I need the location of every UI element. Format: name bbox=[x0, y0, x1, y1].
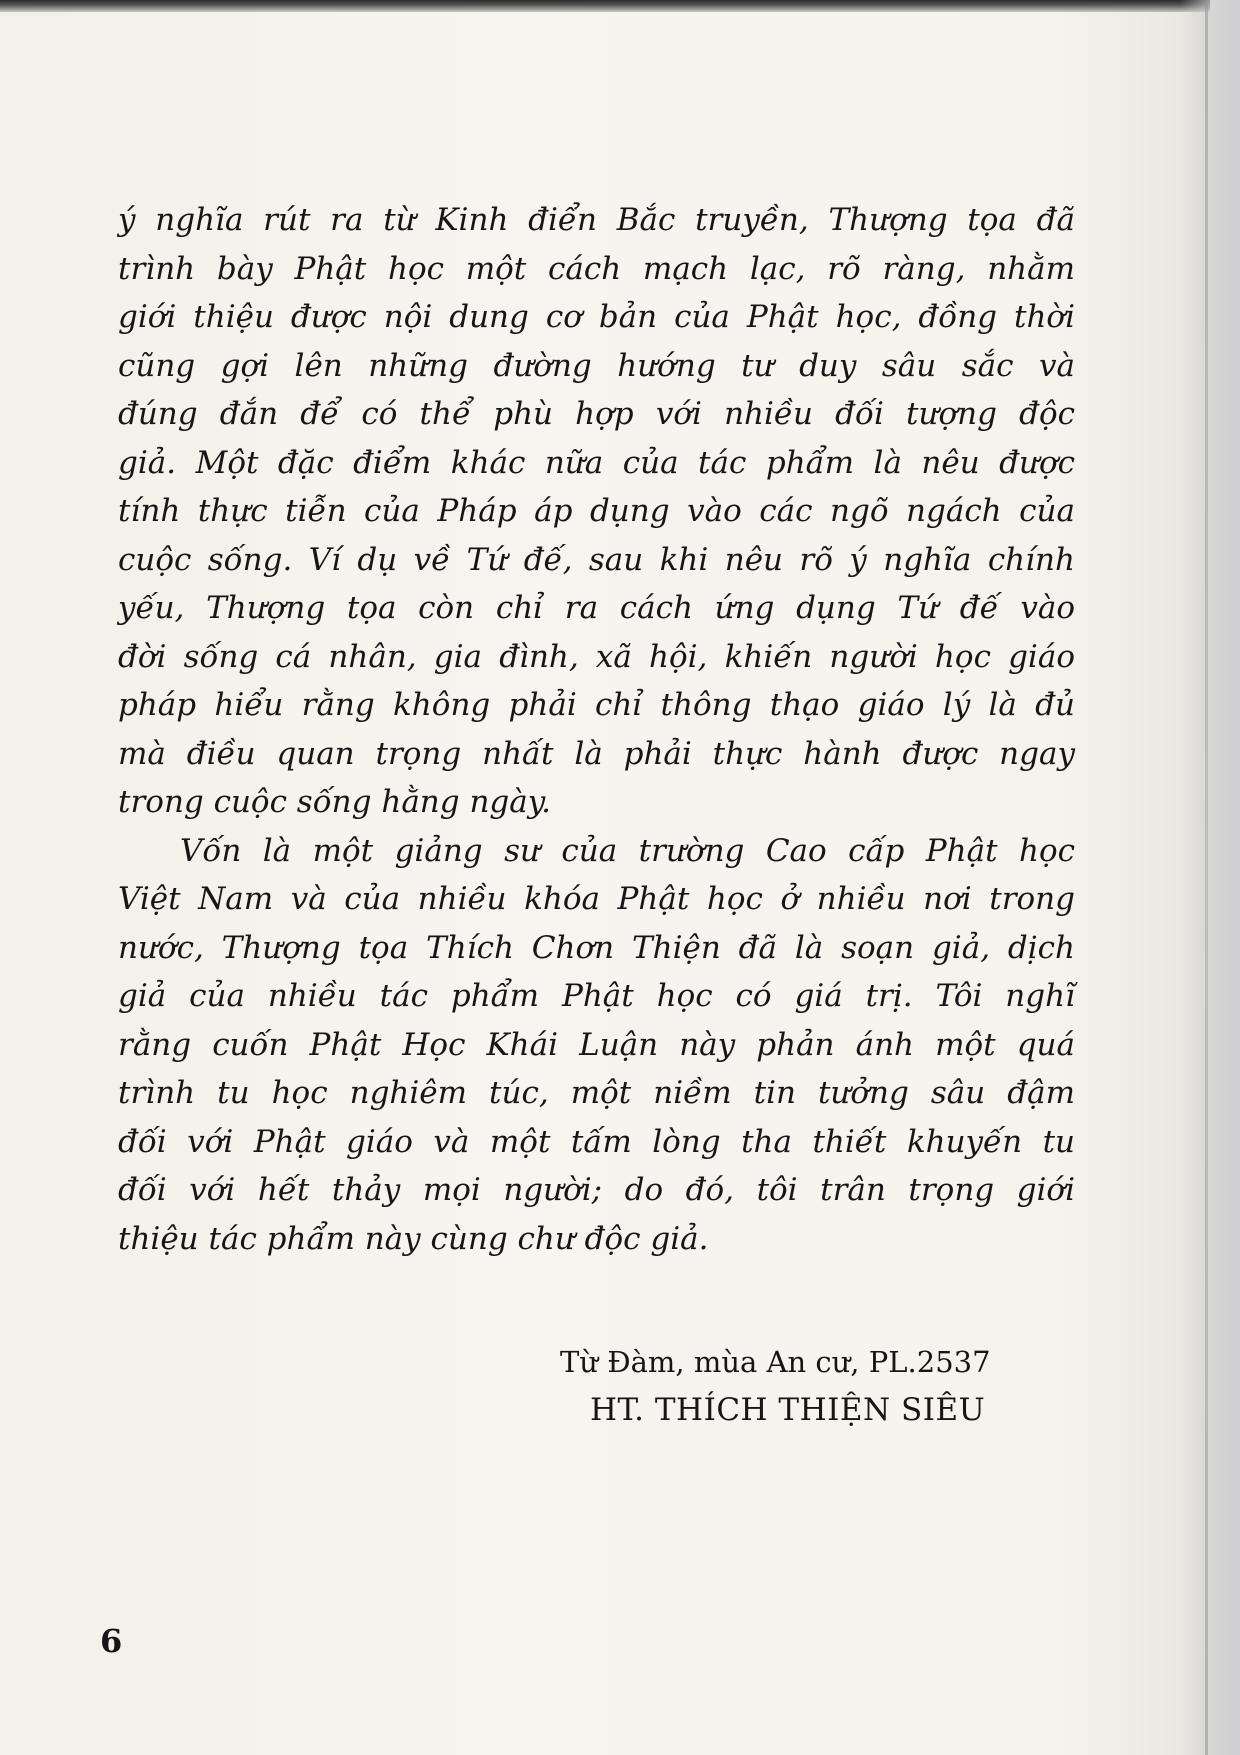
text-line: đối với Phật giáo và một tấm lòng tha thiết khuyến tu bbox=[118, 1123, 1075, 1160]
signature-author-name: HT. THÍCH THIỆN SIÊU bbox=[590, 1392, 986, 1428]
text-line: tính thực tiễn của Pháp áp dụng vào các ngõ ngách của bbox=[118, 493, 1075, 529]
text-line: giả. Một đặc điểm khác nữa của tác phẩm là nêu được bbox=[118, 444, 1075, 481]
text-line: thiệu tác phẩm này cùng chư độc giả. bbox=[118, 1220, 709, 1257]
text-line: trình bày Phật học một cách mạch lạc, rõ ràng, nhằm bbox=[118, 250, 1075, 287]
text-line: đúng đắn để có thể phù hợp với nhiều đối tượng độc bbox=[118, 396, 1075, 432]
paragraph-2 bbox=[118, 827, 1075, 1264]
text-line: rằng cuốn Phật Học Khái Luận này phản ánh một quá bbox=[118, 1026, 1075, 1063]
text-line: ý nghĩa rút ra từ Kinh điển Bắc truyền, Thượng tọa đã bbox=[118, 202, 1075, 238]
paragraph-1 bbox=[118, 196, 1075, 827]
text-line: giới thiệu được nội dung cơ bản của Phật học, đồng thời bbox=[118, 299, 1075, 335]
text-line: trình tu học nghiêm túc, một niềm tin tưởng sâu đậm bbox=[118, 1075, 1075, 1111]
signature-block bbox=[560, 1338, 1080, 1434]
text-line: mà điều quan trọng nhất là phải thực hành được ngay bbox=[118, 735, 1075, 772]
text-line: Vốn là một giảng sư của trường Cao cấp Phật học bbox=[180, 832, 1075, 869]
page-number: 6 bbox=[100, 1622, 123, 1660]
text-line: cuộc sống. Ví dụ về Tứ đế, sau khi nêu rõ ý nghĩa chính bbox=[118, 541, 1075, 578]
page-top-edge-shadow bbox=[0, 0, 1210, 12]
text-line: pháp hiểu rằng không phải chỉ thông thạo giáo lý là đủ bbox=[118, 687, 1075, 723]
text-line: đối với hết thảy mọi người; do đó, tôi trân trọng giới bbox=[118, 1172, 1075, 1208]
text-line: Việt Nam và của nhiều khóa Phật học ở nhiều nơi trong bbox=[118, 881, 1075, 917]
text-line: đời sống cá nhân, gia đình, xã hội, khiến người học giáo bbox=[118, 638, 1075, 675]
text-line: cũng gợi lên những đường hướng tư duy sâu sắc và bbox=[118, 347, 1075, 384]
text-line: yếu, Thượng tọa còn chỉ ra cách ứng dụng Tứ đế vào bbox=[118, 590, 1075, 626]
text-line: nước, Thượng tọa Thích Chơn Thiện đã là soạn giả, dịch bbox=[118, 929, 1075, 966]
text-line: trong cuộc sống hằng ngày. bbox=[118, 784, 552, 820]
page-right-edge-shadow bbox=[1180, 0, 1240, 1755]
signature-place-date: Từ Đàm, mùa An cư, PL.2537 bbox=[560, 1345, 991, 1379]
text-line: giả của nhiều tác phẩm Phật học có giá trị. Tôi nghĩ bbox=[118, 978, 1075, 1014]
body-text bbox=[118, 196, 1075, 1263]
